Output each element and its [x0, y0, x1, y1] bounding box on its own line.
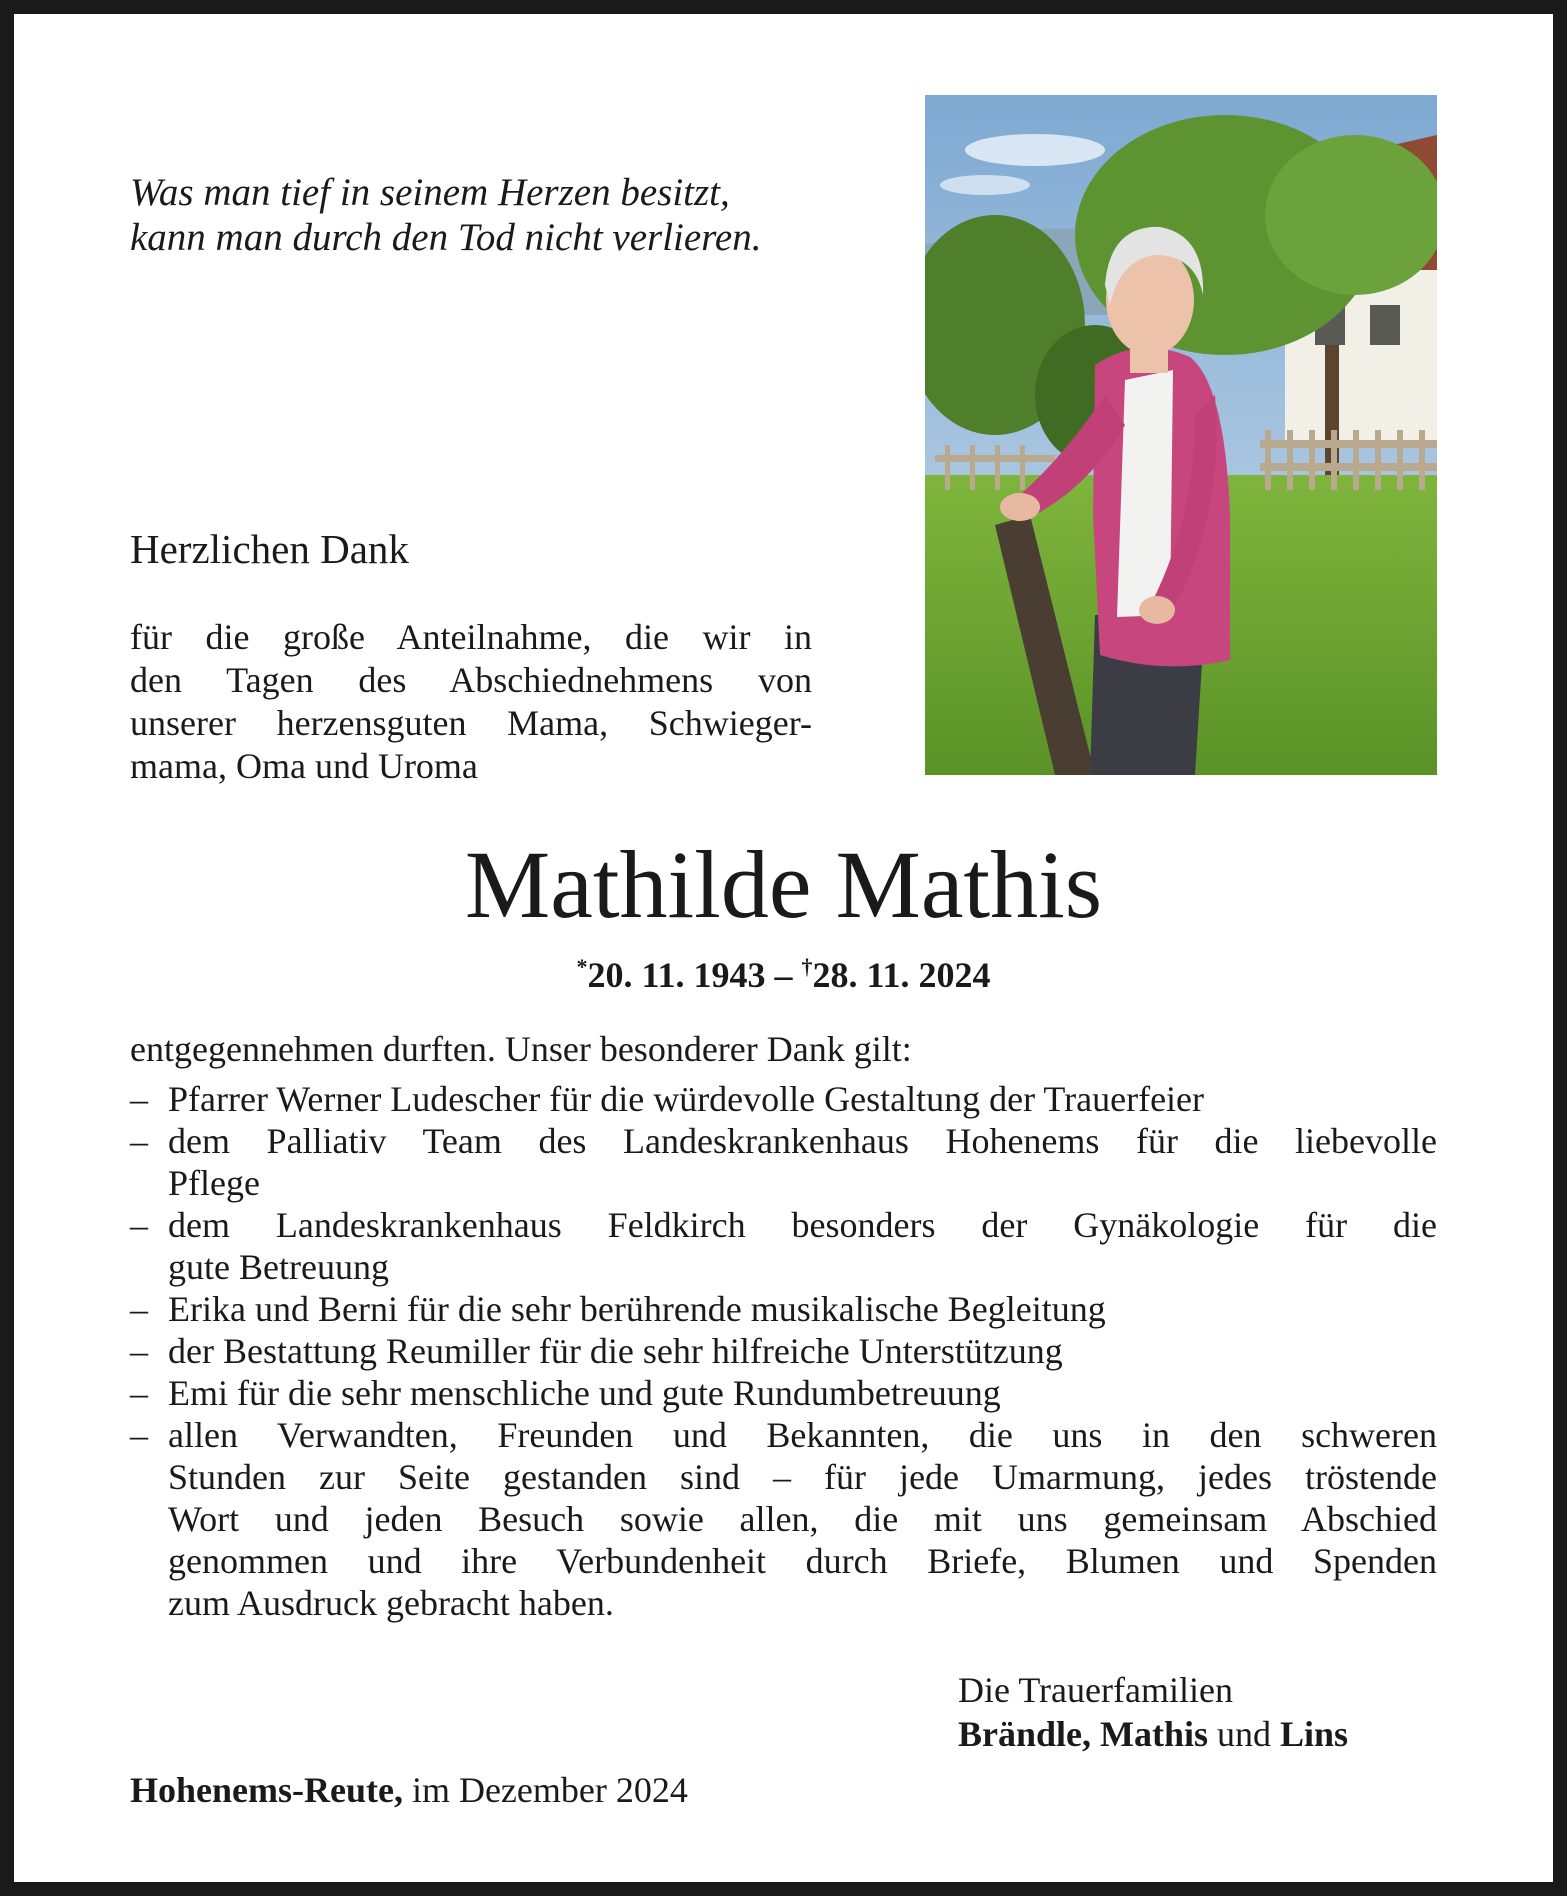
- list-item-line: Stunden zur Seite gestanden sind – für jede Umarmung, jedes tröstende: [168, 1457, 1437, 1497]
- intro-line: mama, Oma und Uroma: [130, 746, 478, 786]
- thanks-list: [130, 1078, 1437, 1624]
- signature: [958, 1668, 1348, 1756]
- list-item-line: – dem Landeskrankenhaus Feldkirch besonders der Gynäkologie für die: [168, 1205, 1437, 1245]
- intro-line: den Tagen des Abschiednehmens von: [130, 660, 812, 700]
- list-item-line: – dem Palliativ Team des Landeskrankenhaus Hohenems für die liebevolle: [168, 1121, 1437, 1161]
- list-item-line: – der Bestattung Reumiller für die sehr hilfreiche Unterstützung: [168, 1331, 1063, 1371]
- special-thanks-intro: entgegennehmen durften. Unser besonderer Dank gilt:: [130, 1029, 912, 1069]
- date-separator: –: [765, 955, 802, 995]
- list-item: [130, 1372, 1437, 1414]
- list-item: [130, 1078, 1437, 1120]
- list-item-line: – Erika und Berni für die sehr berührende musikalische Begleitung: [168, 1289, 1106, 1329]
- place-date: [130, 1768, 688, 1812]
- born-symbol: *: [576, 954, 588, 979]
- family-name: Mathis: [1100, 1714, 1209, 1754]
- deceased-name: Mathilde Mathis: [464, 831, 1103, 938]
- place-name: Hohenems-Reute,: [130, 1770, 403, 1810]
- list-item-line: gute Betreuung: [168, 1247, 389, 1287]
- list-item: [130, 1414, 1437, 1624]
- death-date: 28. 11. 2024: [812, 955, 991, 995]
- memorial-quote: [130, 170, 761, 260]
- list-item: [130, 1204, 1437, 1288]
- intro-line: unserer herzensguten Mama, Schwieger-: [130, 703, 812, 743]
- list-item-line: Pflege: [168, 1163, 260, 1203]
- list-item-line: – Emi für die sehr menschliche und gute Rundumbetreuung: [168, 1373, 1001, 1413]
- list-item-line: zum Ausdruck gebracht haben.: [168, 1583, 614, 1623]
- list-item: [130, 1120, 1437, 1204]
- portrait-photo: [925, 95, 1437, 775]
- intro-line: für die große Anteilnahme, die wir in: [130, 617, 812, 657]
- list-item-line: – Pfarrer Werner Ludescher für die würdevolle Gestaltung der Trauerfeier: [168, 1079, 1205, 1119]
- list-item-line: genommen und ihre Verbundenheit durch Briefe, Blumen und Spenden: [168, 1541, 1437, 1581]
- issue-date: im Dezember 2024: [411, 1770, 688, 1810]
- list-item: [130, 1288, 1437, 1330]
- list-item: [130, 1330, 1437, 1372]
- thanks-heading: Herzlichen Dank: [130, 526, 409, 572]
- portrait-illustration: [925, 95, 1437, 775]
- family-name: Brändle,: [958, 1714, 1092, 1754]
- conjunction: und: [1217, 1714, 1272, 1754]
- list-item-line: – allen Verwandten, Freunden und Bekannten, die uns in den schweren: [168, 1415, 1437, 1455]
- family-name: Lins: [1280, 1714, 1349, 1754]
- quote-line-1: Was man tief in seinem Herzen besitzt,: [130, 171, 730, 214]
- quote-line-2: kann man durch den Tod nicht verlieren.: [130, 216, 762, 259]
- died-symbol: †: [801, 954, 813, 979]
- thanks-intro: [130, 616, 812, 788]
- signature-line: Die Trauerfamilien: [958, 1670, 1233, 1710]
- birth-date: 20. 11. 1943: [587, 955, 766, 995]
- list-item-line: Wort und jeden Besuch sowie allen, die mit uns gemeinsam Abschied: [168, 1499, 1437, 1539]
- family-names: [958, 1712, 1348, 1756]
- life-dates: [0, 945, 1567, 997]
